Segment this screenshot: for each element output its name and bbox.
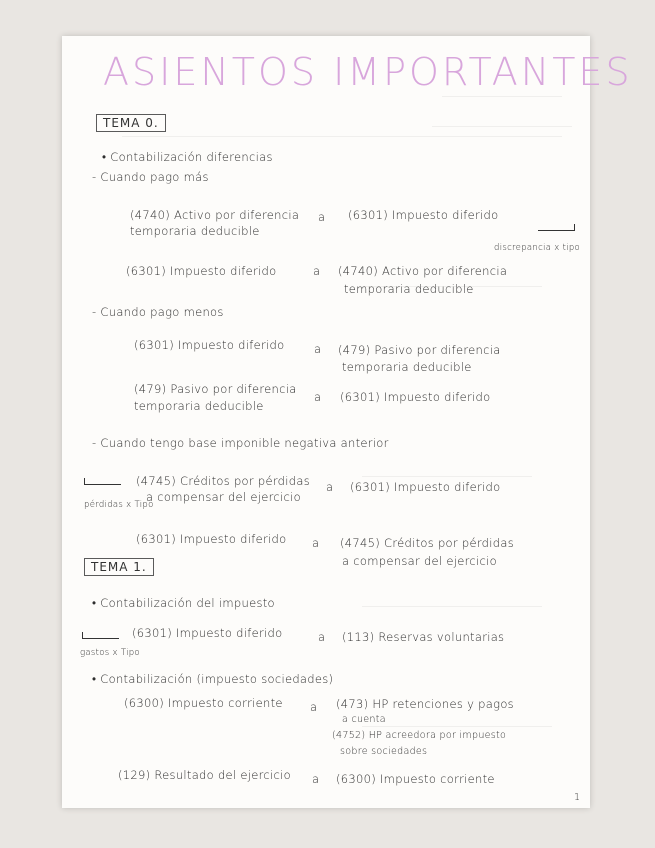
page-title: ASIENTOS IMPORTANTES <box>103 50 633 94</box>
entry2-credit-line1: (4740) Activo por diferencia <box>338 264 508 278</box>
entry9-debit: (129) Resultado del ejercicio <box>118 768 291 782</box>
cuando-pago-mas: - Cuando pago más <box>92 170 209 184</box>
entry1-note: discrepancia x tipo <box>494 243 581 253</box>
entry6-debit: (6301) Impuesto diferido <box>136 532 287 546</box>
entry8-credit-line2: a cuenta <box>342 714 386 725</box>
entry9-a: a <box>312 772 320 786</box>
entry3-debit: (6301) Impuesto diferido <box>134 338 285 352</box>
entry7-debit: (6301) Impuesto diferido <box>132 626 283 640</box>
entry8-debit: (6300) Impuesto corriente <box>124 696 283 710</box>
bullet-impuesto-sociedades: • Contabilización (impuesto sociedades) <box>92 672 334 686</box>
entry2-debit: (6301) Impuesto diferido <box>126 264 277 278</box>
page-number: 1 <box>574 792 581 803</box>
entry1-a: a <box>318 210 326 224</box>
entry4-credit: (6301) Impuesto diferido <box>340 390 491 404</box>
entry8-a: a <box>310 700 318 714</box>
entry4-debit-line2: temporaria deducible <box>134 399 264 413</box>
entry6-credit-line1: (4745) Créditos por pérdidas <box>340 536 515 550</box>
entry5-debit-line1: (4745) Créditos por pérdidas <box>136 474 311 488</box>
tema-1-label: TEMA 1. <box>84 558 154 576</box>
cuando-base-imponible-negativa: - Cuando tengo base imponible negativa anterior <box>92 436 389 450</box>
entry5-bracket <box>84 478 121 485</box>
bullet-contabilizacion-diferencias: • Contabilización diferencias <box>102 150 273 164</box>
entry2-a: a <box>313 264 321 278</box>
cuando-pago-menos: - Cuando pago menos <box>92 305 224 319</box>
entry1-debit-line1: (4740) Activo por diferencia <box>130 208 300 222</box>
entry8-credit-line4: sobre sociedades <box>340 746 428 757</box>
entry4-a: a <box>314 390 322 404</box>
entry5-note: pérdidas x Tipo <box>84 500 154 510</box>
entry5-credit: (6301) Impuesto diferido <box>350 480 501 494</box>
entry5-debit-line2: a compensar del ejercicio <box>146 490 301 504</box>
tema-0-label: TEMA 0. <box>96 114 166 132</box>
entry9-credit: (6300) Impuesto corriente <box>336 772 495 786</box>
entry8-credit-line1: (473) HP retenciones y pagos <box>336 697 514 711</box>
entry3-a: a <box>314 342 322 356</box>
entry5-a: a <box>326 480 334 494</box>
bullet-contabilizacion-impuesto: • Contabilización del impuesto <box>92 596 275 610</box>
entry3-credit-line2: temporaria deducible <box>342 360 472 374</box>
entry1-credit: (6301) Impuesto diferido <box>348 208 499 222</box>
entry4-debit-line1: (479) Pasivo por diferencia <box>134 382 297 396</box>
entry1-debit-line2: temporaria deducible <box>130 224 260 238</box>
entry3-credit-line1: (479) Pasivo por diferencia <box>338 343 501 357</box>
entry8-credit-line3: (4752) HP acreedora por impuesto <box>332 730 507 741</box>
entry6-a: a <box>312 536 320 550</box>
entry6-credit-line2: a compensar del ejercicio <box>342 554 497 568</box>
entry7-a: a <box>318 630 326 644</box>
entry2-credit-line2: temporaria deducible <box>344 282 474 296</box>
entry7-note: gastos x Tipo <box>80 648 140 658</box>
entry7-credit: (113) Reservas voluntarias <box>342 630 505 644</box>
entry1-bracket <box>538 224 575 231</box>
entry7-bracket <box>82 632 119 639</box>
